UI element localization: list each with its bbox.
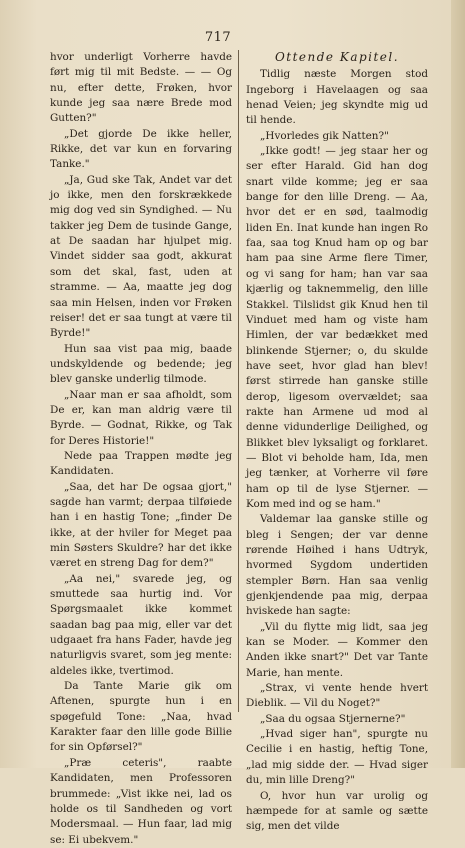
paragraph: „Det gjorde De ikke heller, Rikke, det var kun en forvaring Tanke.": [50, 127, 232, 171]
paragraph: Nede paa Trappen mødte jeg Kandidaten.: [50, 449, 232, 478]
page-edge: [451, 0, 465, 768]
paragraph: „Saa, det har De ogsaa gjort," sagde han varmt; derpaa tilføiede han i en hastig Tone; „finder De ikke, at der hviler for Meget paa min Søsters Skuldre? har det ikke været en streng Dag for dem?": [50, 480, 232, 570]
paragraph: Hun saa vist paa mig, baade undskyldende og bedende; jeg blev ganske underlig tilmode.: [50, 342, 232, 386]
paragraph: Tidlig næste Morgen stod Ingeborg i Havelaagen og saa henad Veien; jeg skyndte mig ud til hende.: [246, 68, 428, 127]
paragraph: „Strax, vi vente hende hvert Dieblik. — Vil du Noget?": [246, 682, 428, 710]
paragraph: „Aa nei," svarede jeg, og smuttede saa hurtig ind. Vor Spørgsmaalet ikke kommet saadan bag paa mig, eller var det udgaaet fra hans Fader, havde jeg naturligvis svaret, som jeg mente: aldeles ikke, tvertimod.: [50, 572, 232, 677]
paragraph: „Hvad siger han", spurgte nu Cecilie i en hastig, heftig Tone, „lad mig sidde der. — Hvad siger du, min lille Dreng?": [246, 728, 428, 787]
paragraph: „Præ ceteris", raabte Kandidaten, men Professoren brummede: „Vist ikke nei, lad os holde os til Sandheden og vort Modersmaal. — Hun faar, lad mig se: Ei ubekvem.": [50, 756, 232, 846]
paragraph: hvor underligt Vorherre havde ført mig til mit Bedste. — — Og nu, efter dette, Frøken, hvor kunde jeg saa nære Brede mod Gutten?": [50, 51, 232, 125]
paragraph: „Hvorledes gik Natten?": [260, 129, 389, 142]
paragraph: Da Tante Marie gik om Aftenen, spurgte hun i en spøgefuld Tone: „Naa, hvad Karakter faar den lille gode Billie for sin Opførsel?": [50, 680, 232, 754]
paragraph: „Ja, Gud ske Tak, Andet var det jo ikke, men den forskrækkede mig dog ved sin Syndighed. — Nu takker jeg Dem de tusinde Gange, at De saadan har hjulpet mig. Vindet sidder saa godt, akkurat som det skal, fast, uden at stramme. — Aa, maatte jeg dog saa min Helsen, inden vor Frøken reiser! det er saa tungt at være til Byrde!": [50, 173, 232, 340]
column-divider: [238, 50, 239, 712]
right-column: [246, 50, 428, 835]
page-number: 717: [204, 30, 232, 45]
paragraph: „Vil du flytte mig lidt, saa jeg kan se Moder. — Kommer den Anden ikke snart?" Det var Tante Marie, han mente.: [246, 620, 428, 679]
left-column: [50, 50, 232, 848]
paragraph: „Saa du ogsaa Stjernerne?": [260, 712, 406, 725]
chapter-heading: Ottende Kapitel.: [274, 50, 400, 64]
paragraph: „Naar man er saa afholdt, som De er, kan man aldrig være til Byrde. — Godnat, Rikke, og Tak for Deres Historie!": [50, 388, 232, 447]
paragraph: Valdemar laa ganske stille og bleg i Sengen; der var denne rørende Høihed i hans Udtryk, hvormed Sygdom undertiden stempler Børn. Han saa venlig gjenkjendende paa mig, derpaa hviskede han sagte:: [246, 513, 428, 618]
paragraph: O, hvor hun var urolig og hæmpede for at samle og sætte sig, men det vilde: [246, 789, 428, 833]
paragraph: „Ikke godt! — jeg staar her og ser efter Harald. Gid han dog snart vilde komme; jeg er saa bange for den lille Dreng. — Aa, hvor det er en sød, taalmodig liden En. Inat kunde han ingen Ro faa, saa tog Knud ham op og bar ham paa sine Arme flere Timer, og vi sang for ham; han var saa kjærlig og taknemmelig, den lille Stakkel. Tilslidst gik Knud hen til Vinduet med ham og viste ham Himlen, der var bedækket med blinkende Stjerner; o, du skulde have seet, hvor glad han blev! først stirrede han ganske stille derop, ligesom overvældet; saa rakte han Armene ud mod al denne vidunderlige Deilighed, og Blikket blev lyksaligt og forklaret. — Blot vi beholde ham, Ida, men jeg tænker, at Vorherre vil føre ham op til de lyse Stjerner. — Kom med ind og se ham.": [246, 145, 428, 510]
